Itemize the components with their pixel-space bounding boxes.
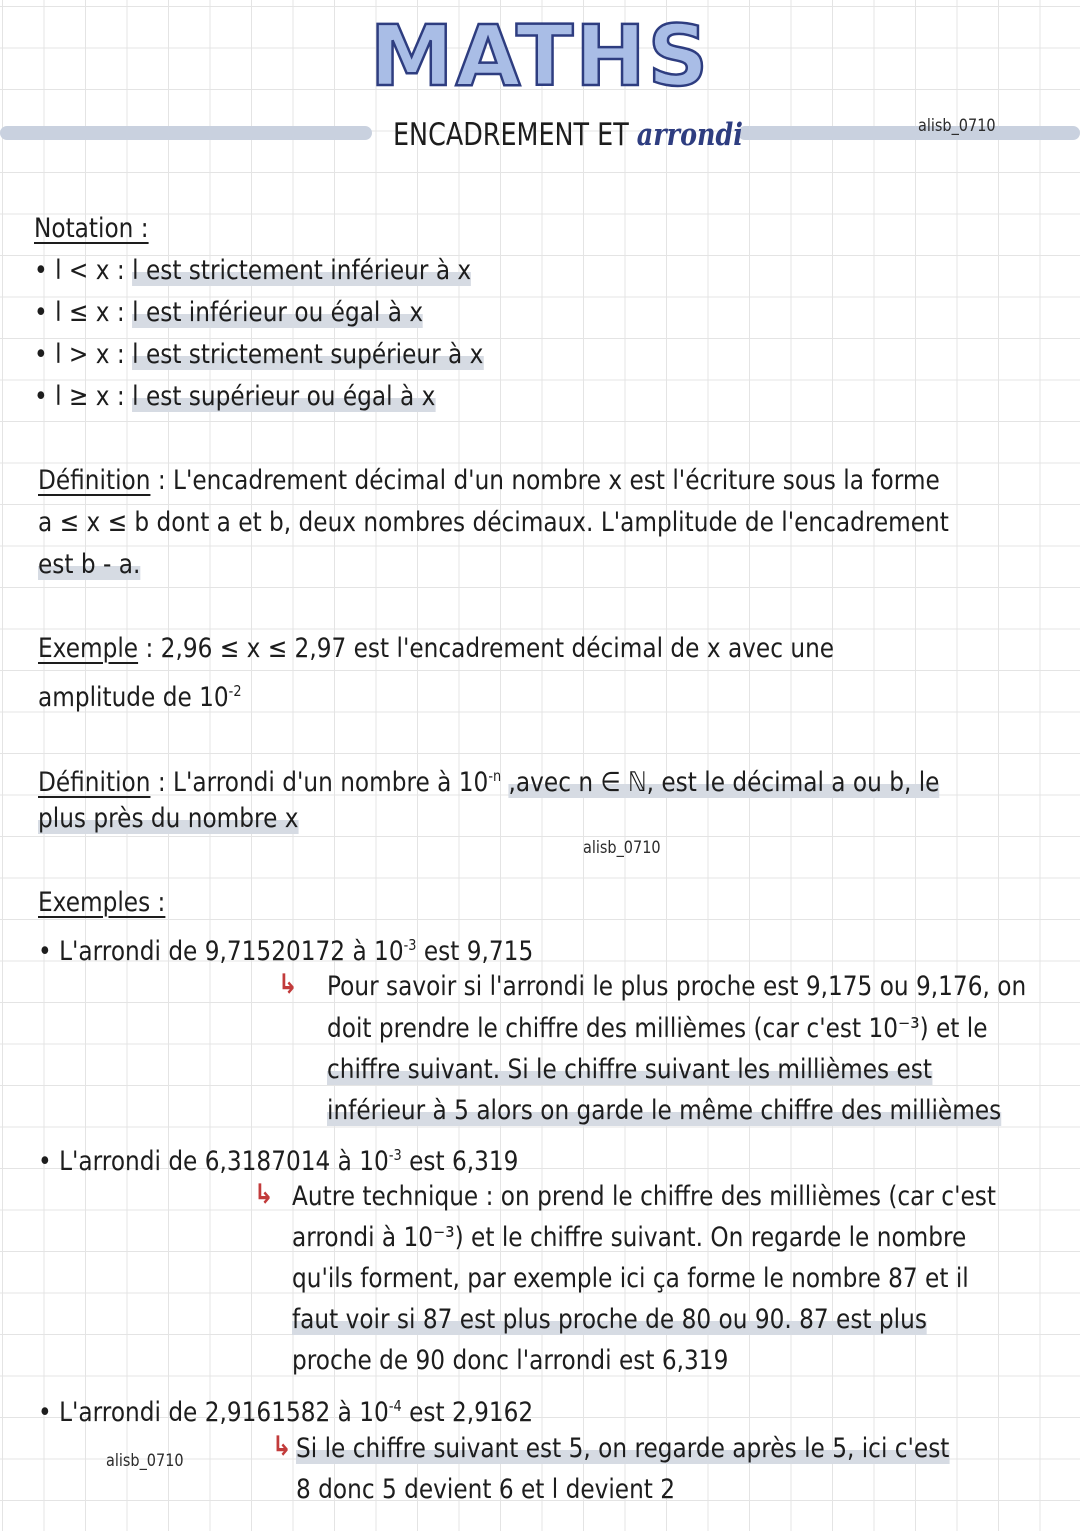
note-line: 8 donc 5 devient 6 et l devient 2 — [296, 1474, 676, 1505]
definition-1-line: est b - a. — [38, 549, 141, 580]
bullet: • — [34, 339, 48, 370]
bullet: • — [38, 1397, 52, 1428]
note-line: doit prendre le chiffre des millièmes (car c'est 10⁻³) et le — [327, 1013, 988, 1044]
notation-text: l est strictement inférieur à x — [132, 255, 472, 286]
watermark-middle: alisb_0710 — [583, 838, 661, 858]
watermark-top: alisb_0710 — [918, 116, 996, 136]
note-line: proche de 90 donc l'arrondi est 6,319 — [292, 1345, 729, 1376]
notation-symbol: l ≥ x — [55, 381, 110, 412]
subtitle-main: ENCADREMENT ET — [393, 117, 629, 153]
notation-symbol: l ≤ x — [55, 297, 110, 328]
bullet: • — [38, 936, 52, 967]
subtitle-script: arrondi — [636, 117, 743, 153]
notation-text: l est strictement supérieur à x — [132, 339, 484, 370]
definition-heading: Définition — [38, 767, 151, 798]
examples-heading: Exemples : — [38, 887, 166, 918]
notation-text: l est supérieur ou égal à x — [132, 381, 436, 412]
definition-2-line: plus près du nombre x — [38, 803, 299, 834]
header-band-right — [738, 126, 1080, 140]
example-a: • L'arrondi de 9,71520172 à $10^{-3}$ est 9,715 — [38, 936, 534, 967]
bullet: • — [38, 1146, 52, 1177]
page-subtitle — [393, 113, 743, 157]
notation-item: • l ≤ x : l est inférieur ou égal à x — [34, 297, 424, 328]
notation-text: l est inférieur ou égal à x — [132, 297, 424, 328]
definition-1-line: a ≤ x ≤ b dont a et b, deux nombres décimaux. L'amplitude de l'encadrement — [38, 507, 949, 538]
note-line: Autre technique : on prend le chiffre des millièmes (car c'est — [292, 1181, 996, 1212]
note-line: qu'ils forment, par exemple ici ça forme le nombre 87 et il — [292, 1263, 969, 1294]
note-line: Pour savoir si l'arrondi le plus proche est 9,175 ou 9,176, on — [327, 971, 1027, 1002]
definition-heading: Définition — [38, 465, 151, 496]
notation-symbol: l < x — [55, 255, 110, 286]
arrow-icon: ↳ — [272, 1431, 292, 1462]
example-c: • L'arrondi de 2,9161582 à $10^{-4}$ est 2,9162 — [38, 1397, 534, 1428]
watermark-bottom: alisb_0710 — [106, 1451, 184, 1471]
page-title: MATHS — [369, 7, 711, 105]
notation-symbol: l > x — [55, 339, 110, 370]
header-band-left — [0, 126, 372, 140]
note-line: Si le chiffre suivant est 5, on regarde après le 5, ici c'est — [296, 1433, 950, 1464]
example-1-line: amplitude de $10^{-2}$ — [38, 682, 242, 713]
example-1-line: Exemple : 2,96 ≤ x ≤ 2,97 est l'encadrement décimal de x avec une — [38, 633, 835, 664]
example-heading: Exemple — [38, 633, 139, 664]
notation-item: • l < x : l est strictement inférieur à x — [34, 255, 472, 286]
notation-item: • l ≥ x : l est supérieur ou égal à x — [34, 381, 436, 412]
example-b: • L'arrondi de 6,3187014 à $10^{-3}$ est 6,319 — [38, 1146, 519, 1177]
definition-1-line: Définition : L'encadrement décimal d'un nombre x est l'écriture sous la forme — [38, 465, 940, 496]
arrow-icon: ↳ — [278, 969, 298, 1000]
arrow-icon: ↳ — [254, 1179, 274, 1210]
bullet: • — [34, 297, 48, 328]
note-line: arrondi à 10⁻³) et le chiffre suivant. On regarde le nombre — [292, 1222, 967, 1253]
notation-heading: Notation : — [34, 213, 149, 244]
bullet: • — [34, 381, 48, 412]
note-line: inférieur à 5 alors on garde le même chiffre des millièmes — [327, 1095, 1002, 1126]
note-line: faut voir si 87 est plus proche de 80 ou 90. 87 est plus — [292, 1304, 927, 1335]
bullet: • — [34, 255, 48, 286]
notation-item: • l > x : l est strictement supérieur à x — [34, 339, 484, 370]
note-line: chiffre suivant. Si le chiffre suivant les millièmes est — [327, 1054, 933, 1085]
definition-2-line: Définition : L'arrondi d'un nombre à $10^{-n}$ ,avec n ∈ ℕ, est le décimal a ou b, le — [38, 767, 940, 798]
